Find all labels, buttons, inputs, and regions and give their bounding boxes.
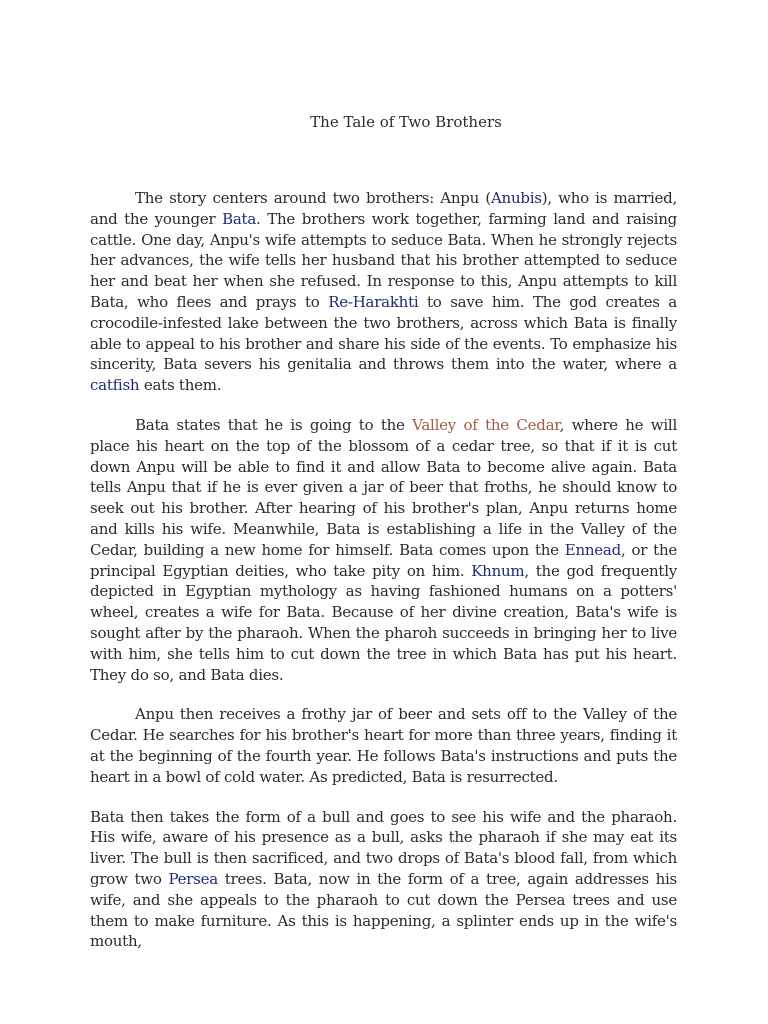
link-catfish[interactable]: catfish bbox=[90, 376, 140, 395]
paragraph-1: The story centers around two brothers: Anpu (Anubis), who is married, and the younger Bata. The brothers work together, farming land and raising cattle. One day, Anpu's wife attempts to seduce Bata. When he strongly rejects her advances, the wife tells her husband that his brother attempted to seduce her and beat her when she refused. In response to this, Anpu attempts to kill Bata, who flees and prays to Re-Harakhti to save him. The god creates a crocodile-infested lake between the two brothers, across which Bata is finally able to appeal to his brother and share his side of the events. To emphasize his sincerity, Bata severs his genitalia and throws them into the water, where a catfish eats them. bbox=[90, 189, 678, 395]
link-bata[interactable]: Bata bbox=[222, 209, 257, 228]
link-anubis[interactable]: Anubis bbox=[490, 189, 542, 207]
link-ennead[interactable]: Ennead bbox=[564, 540, 621, 559]
link-valley-of-the-cedar[interactable]: Valley of the Cedar bbox=[412, 415, 560, 434]
paragraph-3: Anpu then receives a frothy jar of beer and sets off to the Valley of the Cedar. He searches for his brother's heart for more than three years, finding it at the beginning of the fourth year. He follows Bata's instructions and puts the heart in a bowl of cold water. As predicted, Bata is resurrected. bbox=[90, 705, 677, 786]
link-persea[interactable]: Persea bbox=[168, 869, 218, 888]
paragraph-2: Bata states that he is going to the Valley of the Cedar, where he will place his heart on the top of the blossom of a cedar tree, so that if it is cut down Anpu will be able to find it and allow Bata to become alive again. Bata tells Anpu that if he is ever given a jar of beer that froths, he should know to seek out his brother. After hearing of his brother's plan, Anpu returns home and kills his wife. Meanwhile, Bata is establishing a life in the Valley of the Cedar, building a new home for himself. Bata comes upon the Ennead, or the principal Egyptian deities, who take pity on him. Khnum, the god frequently depicted in Egyptian mythology as having fashioned humans on a potters' wheel, creates a wife for Bata. Because of her divine creation, Bata's wife is sought after by the pharaoh. When the pharoh succeeds in bringing her to live with him, she tells him to cut down the tree in which Bata has put his heart. They do so, and Bata dies. bbox=[90, 415, 678, 684]
paragraph-4: Bata then takes the form of a bull and goes to see his wife and the pharaoh. His wife, aware of his presence as a bull, asks the pharaoh if she may eat its liver. The bull is then sacrificed, and two drops of Bata's blood fall, from which grow two Persea trees. Bata, now in the form of a tree, again addresses his wife, and she appeals to the pharaoh to cut down the Persea trees and use them to make furniture. As this is happening, a splinter ends up in the wife's mouth, bbox=[90, 807, 678, 951]
link-re-harakhti[interactable]: Re-Harakhti bbox=[328, 292, 419, 311]
page-title: The Tale of Two Brothers bbox=[310, 113, 502, 131]
link-khnum[interactable]: Khnum bbox=[471, 561, 525, 580]
article-body bbox=[90, 188, 677, 971]
